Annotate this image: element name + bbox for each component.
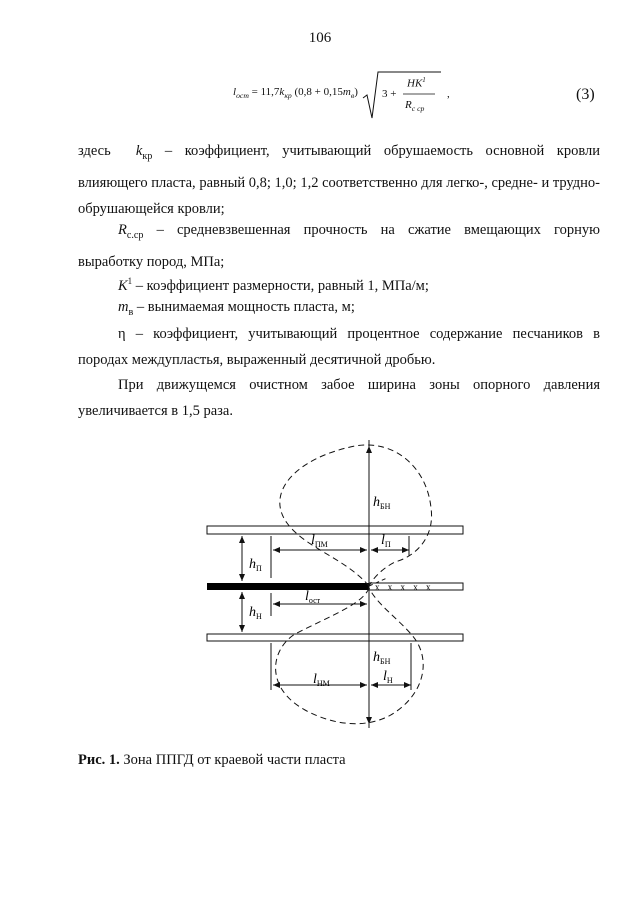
equation-number: (3)	[576, 86, 595, 103]
label-l-p: $l_П$	[381, 533, 391, 549]
paragraph-moving-face: При движущемся очистном забое ширина зоны опорного давления увеличивается в 1,5 раза.	[78, 377, 600, 419]
label-h-bn-bottom: $h_{БН}$	[373, 650, 391, 666]
label-h-bn-top: $h_{БН}$	[373, 495, 391, 511]
figure-ppgd-zone	[195, 438, 475, 734]
upper-layer	[207, 526, 463, 534]
formula-3	[233, 68, 463, 124]
paragraph-r-csr: $R_{с.ср}$ – средневзвешенная прочность на сжатие вмещающих горную выработку пород, МПа;	[78, 222, 600, 270]
fraction-denominator: $R_{с ср}$	[405, 99, 425, 114]
paragraph-k1: $K^1$ – коэффициент размерности, равный 1, МПа/м;	[118, 276, 429, 294]
paragraph-m-v: $m_в$ – вынимаемая мощность пласта, м;	[118, 299, 355, 318]
label-l-pm: $l_{ПМ}$	[311, 533, 328, 549]
formula-main: $l_{ост} = 11,7k_{кр}$ $(0,8 + 0,15m_в)$	[233, 86, 358, 101]
label-l-nm: $l_{НМ}$	[313, 672, 330, 688]
label-h-p: $h_П$	[249, 557, 262, 573]
root-term: 3 +	[382, 88, 397, 100]
crosses-marking: x x x x x	[375, 582, 434, 592]
upper-pressure-zone	[280, 445, 432, 586]
lower-pressure-zone	[276, 588, 424, 724]
label-l-n: $l_Н$	[383, 669, 393, 685]
sqrt-sign	[361, 68, 441, 124]
formula-tail: ,	[447, 88, 450, 100]
label-h-n: $h_Н$	[249, 605, 262, 621]
label-l-ost: $l_{ост}$	[305, 589, 321, 605]
lower-layer	[207, 634, 463, 641]
page-number: 106	[308, 30, 332, 46]
figure-caption: Рис. 1. Зона ППГД от краевой части пласта	[78, 752, 346, 768]
paragraph-eta: η – коэффициент, учитывающий процентное содержание песчаников в породах междупластья, выраженный десятичной дробью.	[78, 326, 601, 368]
coal-seam-extracted	[207, 583, 369, 590]
fraction-numerator: $HK^1$	[407, 76, 426, 90]
paragraph-k-kr: здесь $k_{кр}$ – коэффициент, учитывающий обрушаемость основной кровли влияющего пласта, равный 0,8; 1,0; 1,2 соответственно для легко-, средне- и труднообрушающейся кровли;	[78, 143, 600, 217]
